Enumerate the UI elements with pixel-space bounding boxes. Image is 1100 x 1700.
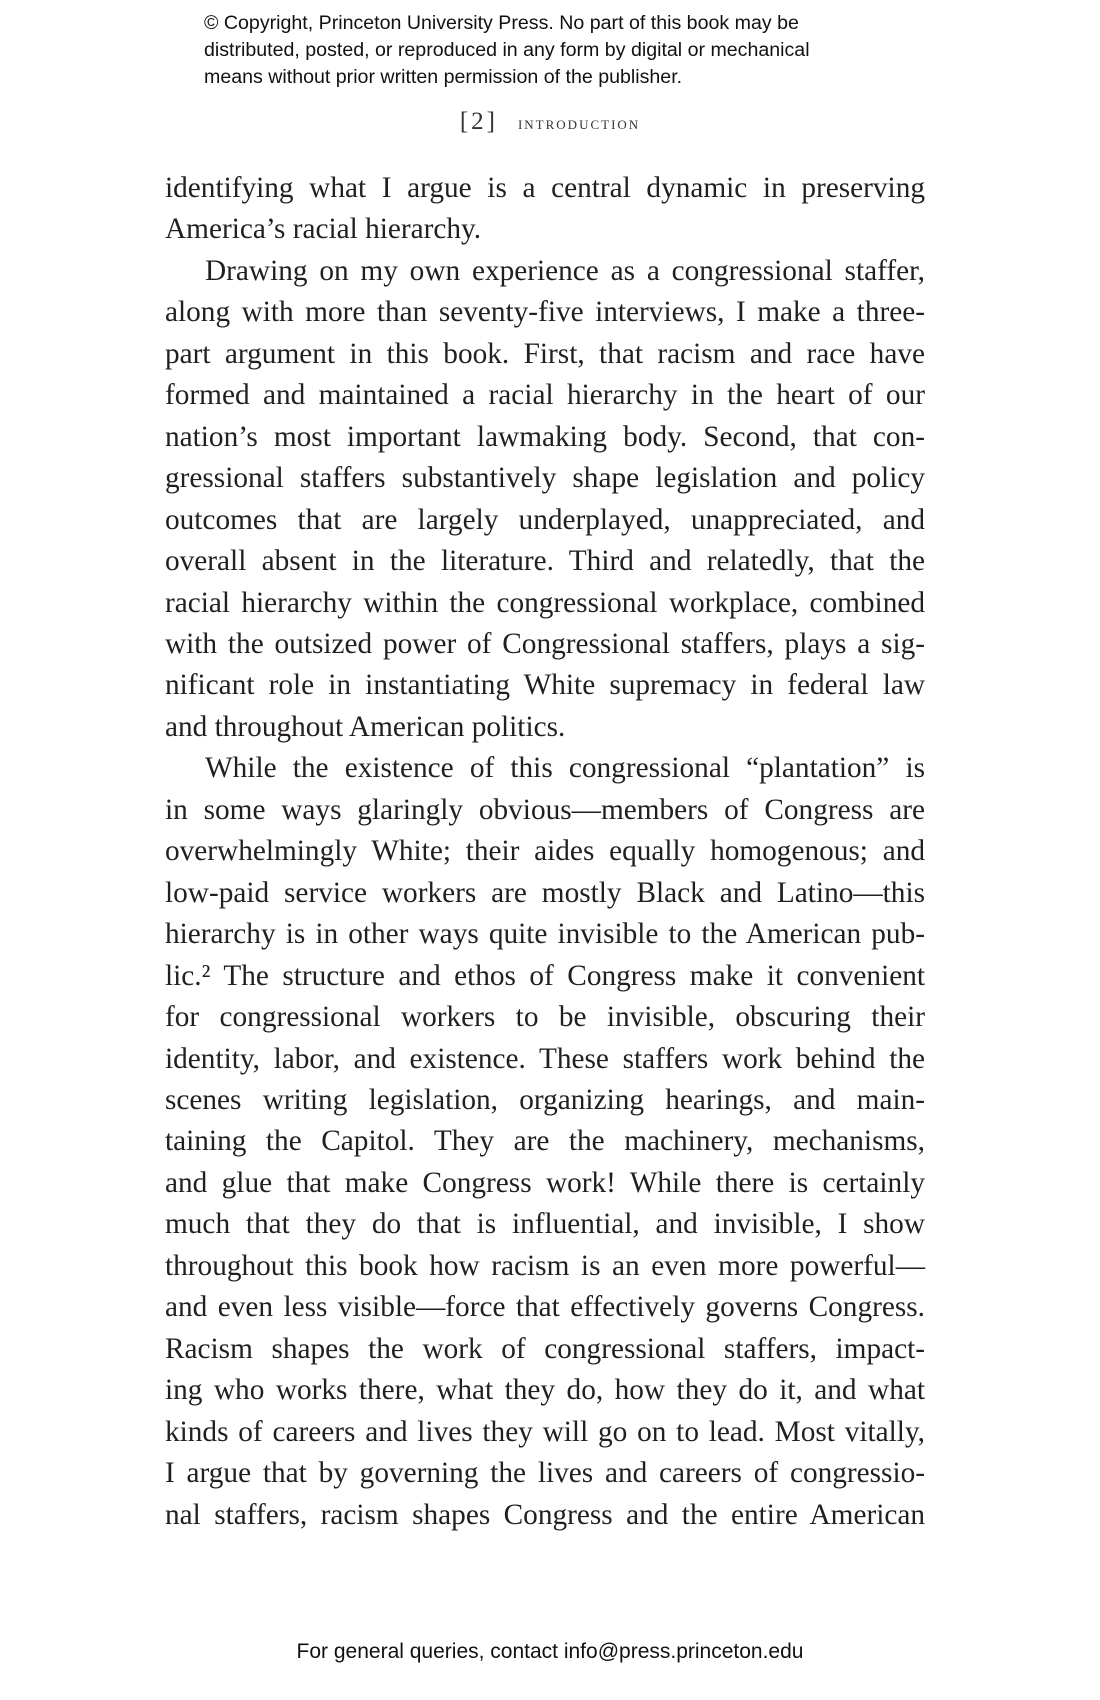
text-line: along with more than seventy-five interviews, I make a three- — [165, 296, 925, 329]
text-line: with the outsized power of Congressional staffers, plays a sig- — [165, 627, 925, 660]
running-head — [0, 108, 1100, 136]
text-line: racial hierarchy within the congressional workplace, combined — [165, 586, 925, 619]
footer-contact: For general queries, contact info@press.princeton.edu — [296, 1640, 804, 1663]
text-line: Drawing on my own experience as a congressional staffer, — [205, 254, 925, 287]
text-line: lic.² The structure and ethos of Congress make it convenient — [165, 959, 925, 992]
copyright-notice — [204, 10, 924, 91]
copyright-line: means without prior written permission of the publisher. — [204, 66, 683, 88]
text-line: kinds of careers and lives they will go on to lead. Most vitally, — [165, 1415, 925, 1448]
text-line: throughout this book how racism is an even more powerful— — [165, 1249, 925, 1282]
text-line: and throughout American politics. — [165, 710, 566, 743]
text-line: low-paid service workers are mostly Black and Latino—this — [165, 876, 925, 909]
text-line: identity, labor, and existence. These staffers work behind the — [165, 1042, 925, 1075]
text-line: for congressional workers to be invisible, obscuring their — [165, 1001, 925, 1034]
text-line: overall absent in the literature. Third and relatedly, that the — [165, 545, 925, 578]
text-line: I argue that by governing the lives and careers of congressio- — [165, 1457, 925, 1490]
text-line: overwhelmingly White; their aides equally homogenous; and — [165, 835, 925, 868]
section-title: introduction — [517, 113, 641, 133]
text-line: scenes writing legislation, organizing hearings, and main- — [165, 1083, 925, 1116]
text-line: outcomes that are largely underplayed, unappreciated, and — [165, 503, 925, 536]
copyright-line: © Copyright, Princeton University Press. No part of this book may be — [204, 12, 799, 34]
text-line: nal staffers, racism shapes Congress and the entire American — [165, 1498, 925, 1531]
text-line: much that they do that is influential, and invisible, I show — [165, 1208, 925, 1241]
text-line: hierarchy is in other ways quite invisible to the American pub- — [165, 918, 925, 951]
body-text — [165, 168, 925, 1536]
text-line: formed and maintained a racial hierarchy in the heart of our — [165, 379, 925, 412]
text-line: Racism shapes the work of congressional staffers, impact- — [165, 1332, 925, 1365]
text-line: nation’s most important lawmaking body. Second, that con- — [165, 420, 925, 453]
text-line: taining the Capitol. They are the machinery, mechanisms, — [165, 1125, 925, 1158]
text-line: identifying what I argue is a central dynamic in preserving — [165, 172, 925, 204]
copyright-line: distributed, posted, or reproduced in any form by digital or mechanical — [204, 39, 810, 61]
page-number: [2] — [459, 108, 498, 135]
text-line: nificant role in instantiating White supremacy in federal law — [165, 669, 925, 702]
text-line: in some ways glaringly obvious—members of Congress are — [165, 793, 925, 826]
text-line: and glue that make Congress work! While there is certainly — [165, 1166, 925, 1199]
text-line: and even less visible—force that effectively governs Congress. — [165, 1291, 925, 1324]
text-line: gressional staffers substantively shape legislation and policy — [165, 462, 925, 495]
text-line: part argument in this book. First, that racism and race have — [165, 337, 925, 370]
text-line: While the existence of this congressional “plantation” is — [205, 752, 925, 785]
text-line: America’s racial hierarchy. — [165, 213, 482, 246]
text-line: ing who works there, what they do, how they do it, and what — [165, 1374, 925, 1407]
